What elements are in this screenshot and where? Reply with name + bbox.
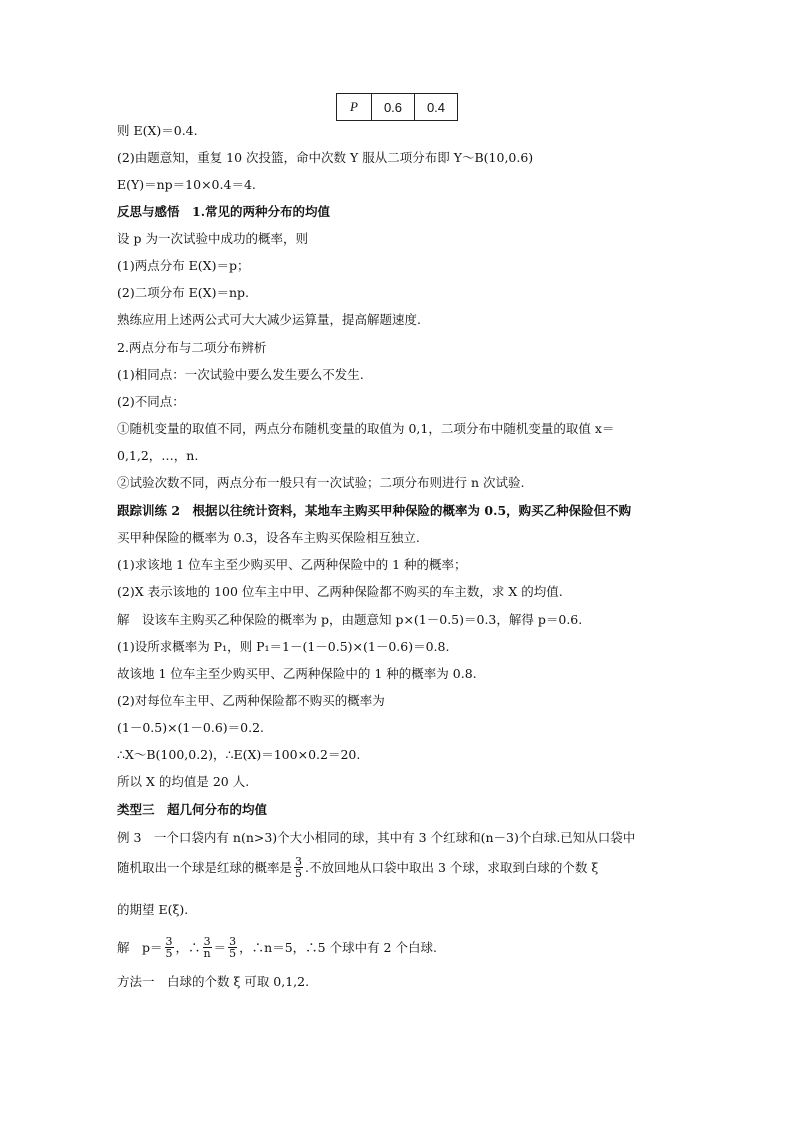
text-line: 2.两点分布与二项分布辨析 — [117, 340, 267, 355]
text-line: 故该地 1 位车主至少购买甲、乙两种保险中的 1 种的概率为 0.8. — [117, 666, 477, 681]
text-line: (2)对每位车主甲、乙两种保险都不购买的概率为 — [117, 693, 385, 708]
text-line: 所以 X 的均值是 20 人. — [117, 774, 250, 789]
fraction-numerator: 3 — [203, 935, 211, 948]
text-line: ∴X～B(100,0.2)，∴E(X)＝100×0.2＝20. — [117, 747, 361, 762]
text-line: 设 p 为一次试验中成功的概率，则 — [117, 231, 308, 246]
fraction — [203, 936, 212, 959]
text-line: (1)求该地 1 位车主至少购买甲、乙两种保险中的 1 种的概率； — [117, 557, 467, 572]
fraction — [228, 936, 237, 959]
fraction-numerator: 3 — [295, 855, 303, 868]
heading-exercise-2: 跟踪训练 2 根据以往统计资料，某地车主购买甲种保险的概率为 0.5，购买乙种保险但不购 — [117, 503, 632, 518]
fraction — [294, 856, 303, 879]
table-cell-value-1: 0.6 — [372, 94, 415, 121]
table-row — [337, 94, 458, 121]
method-1-line: 方法一 白球的个数 ξ 可取 0,1,2. — [117, 974, 310, 989]
heading-type-3: 类型三 超几何分布的均值 — [117, 802, 268, 817]
text-line: (2)由题意知，重复 10 次投篮，命中次数 Y 服从二项分布即 Y～B(10,0.6) — [117, 150, 534, 165]
text-line: (1)相同点：一次试验中要么发生要么不发生. — [117, 367, 364, 382]
text-segment: ，∴ — [175, 939, 201, 955]
table-cell-value-2: 0.4 — [415, 94, 458, 121]
text-line: 买甲种保险的概率为 0.3，设各车主购买保险相互独立. — [117, 530, 420, 545]
text-line: 0,1,2，…，n. — [117, 448, 199, 463]
text-line: (2)X 表示该地的 100 位车主中甲、乙两种保险都不购买的车主数，求 X 的均值. — [117, 584, 563, 599]
text-line: (2)不同点： — [117, 394, 185, 409]
example-3-line-2 — [117, 856, 598, 879]
text-line: (1)两点分布 E(X)＝p； — [117, 258, 250, 273]
probability-table — [336, 93, 458, 121]
table-cell-p: P — [337, 94, 372, 121]
fraction-denominator: 5 — [165, 947, 173, 960]
text-segment: 随机取出一个球是红球的概率是 — [117, 859, 293, 875]
heading-reflection: 反思与感悟 1.常见的两种分布的均值 — [117, 204, 331, 219]
fraction-numerator: 3 — [229, 935, 237, 948]
text-line: ②试验次数不同，两点分布一般只有一次试验；二项分布则进行 n 次试验. — [117, 475, 525, 490]
fraction-denominator: n — [203, 947, 211, 960]
text-line: (2)二项分布 E(X)＝np. — [117, 285, 249, 300]
text-line: 则 E(X)＝0.4. — [117, 123, 198, 138]
text-line: E(Y)＝np＝10×0.4＝4. — [117, 177, 256, 192]
example-3-line-3: 的期望 E(ξ). — [117, 902, 189, 917]
fraction — [165, 936, 174, 959]
example-3-line-1: 例 3 一个口袋内有 n(n>3)个大小相同的球，其中有 3 个红球和(n－3)个白球.已知从口袋中 — [117, 830, 636, 845]
fraction-numerator: 3 — [165, 935, 173, 948]
text-segment: .不放回地从口袋中取出 3 个球，求取到白球的个数 ξ — [305, 859, 599, 875]
text-line: 熟练应用上述两公式可大大减少运算量，提高解题速度. — [117, 312, 421, 327]
text-line: ①随机变量的取值不同，两点分布随机变量的取值为 0,1，二项分布中随机变量的取值 x＝ — [117, 421, 615, 436]
text-line: (1)设所求概率为 P₁，则 P₁＝1－(1－0.5)×(1－0.6)＝0.8. — [117, 639, 450, 654]
fraction-denominator: 5 — [229, 947, 237, 960]
text-segment: ，∴n＝5，∴5 个球中有 2 个白球. — [239, 939, 437, 955]
text-segment: ＝ — [213, 939, 227, 955]
text-line: (1－0.5)×(1－0.6)＝0.2. — [117, 720, 264, 735]
solution-line: 解 设该车主购买乙种保险的概率为 p，由题意知 p×(1－0.5)＝0.3，解得 p＝0.6. — [117, 612, 583, 627]
solution-fraction-line — [117, 936, 437, 959]
text-segment: 解 p＝ — [117, 939, 163, 955]
fraction-denominator: 5 — [295, 867, 303, 880]
